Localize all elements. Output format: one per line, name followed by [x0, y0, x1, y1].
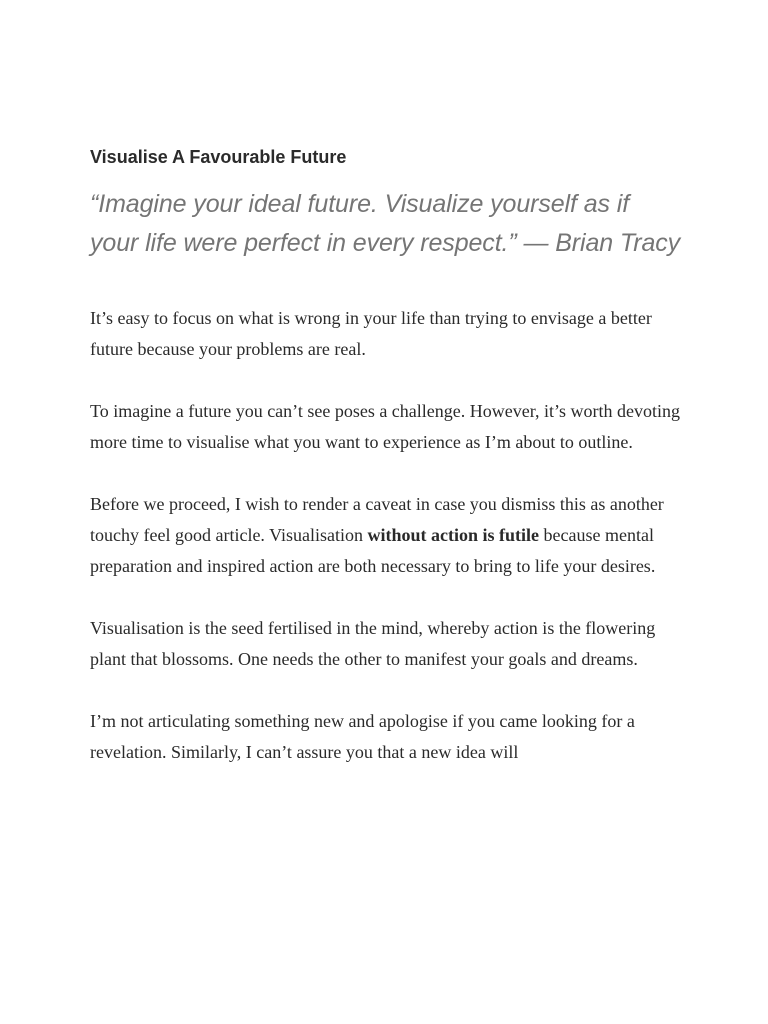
paragraph-2: To imagine a future you can’t see poses a challenge. However, it’s worth devoting more time to visualise what you want to experience as I’m about to outline.: [90, 401, 681, 452]
paragraph-3-text-end: because mental preparation and inspired action are both necessary to bring to life your desires.: [90, 525, 656, 576]
article-heading: Visualise A Favourable Future: [90, 147, 347, 167]
paragraph-3-emphasis: without action is futile: [367, 525, 540, 545]
paragraph-5: I’m not articulating something new and apologise if you came looking for a revelation. Similarly, I can’t assure you that a new idea will: [90, 711, 635, 762]
paragraph-4: Visualisation is the seed fertilised in the mind, whereby action is the flowering plant that blossoms. One needs the other to manifest your goals and dreams.: [90, 618, 656, 669]
article: [90, 144, 682, 768]
pull-quote: “Imagine your ideal future. Visualize yourself as if your life were perfect in every respect.” — Brian Tracy: [90, 190, 681, 257]
paragraph-1: It’s easy to focus on what is wrong in your life than trying to envisage a better future because your problems are real.: [90, 308, 652, 359]
paragraph-3: [90, 489, 682, 582]
paragraph-3-text-start: Before we proceed, I wish to render a caveat in case you dismiss this as another touchy feel good article. Visualisation: [90, 494, 664, 545]
